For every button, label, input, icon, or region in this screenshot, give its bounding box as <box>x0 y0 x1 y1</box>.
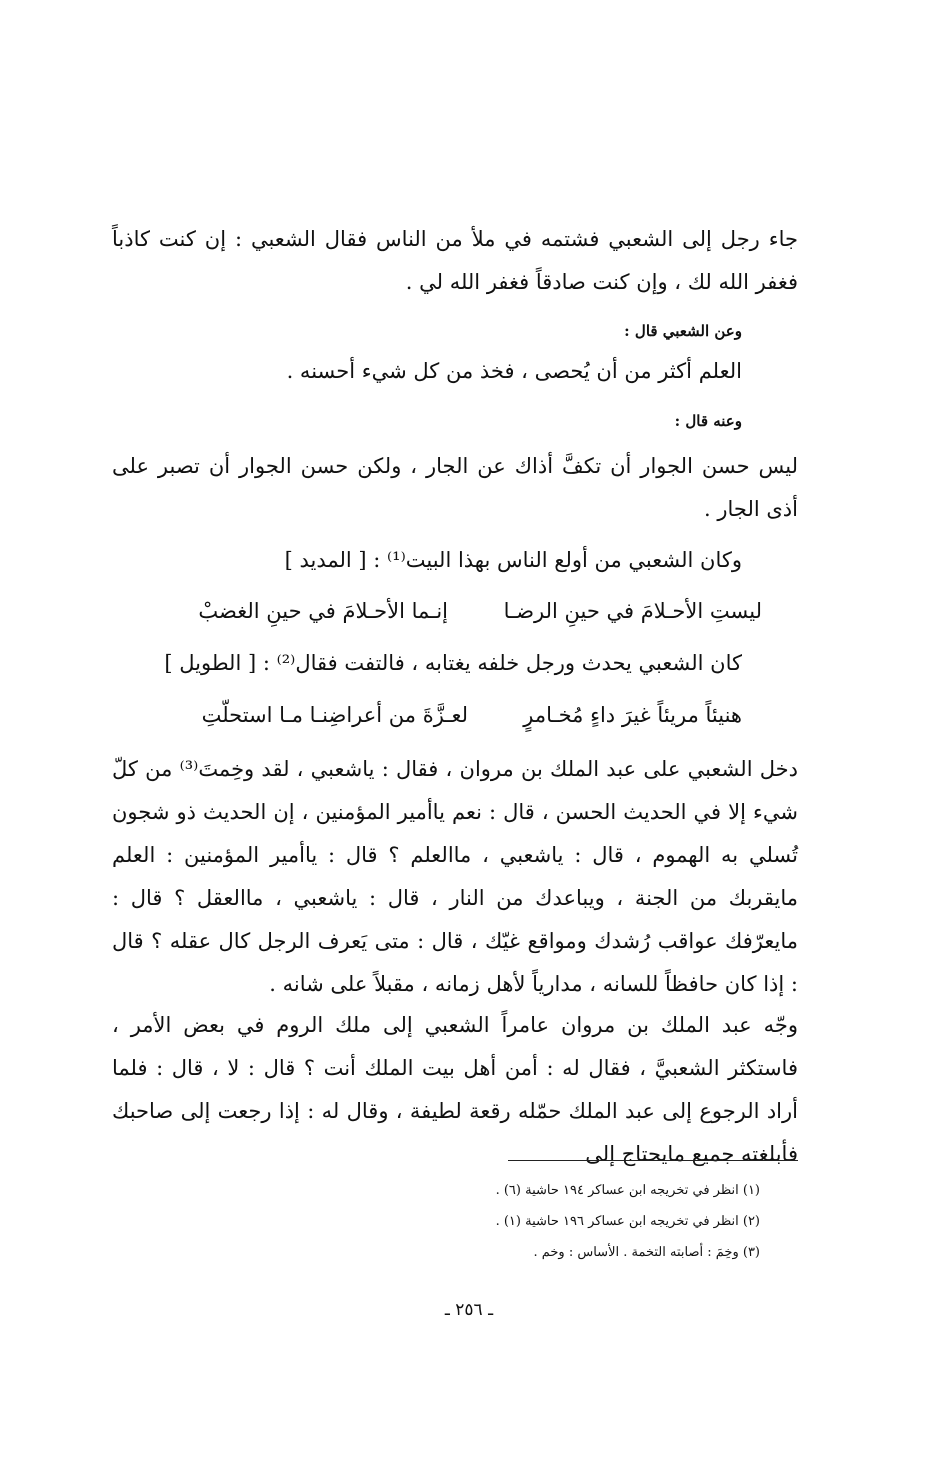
verse-1-first-hemistich: ليستِ الأحـلامَ في حينِ الرضـا <box>503 599 762 623</box>
verse-1-second-hemistich: إنـما الأحـلامَ في حينِ الغضبْ <box>198 599 448 623</box>
paragraph-3: ليس حسن الجوار أن تكفَّ أذاك عن الجار ، ولكن حسن الجوار أن تصبر على أذى الجار . <box>112 454 798 521</box>
paragraph-5: كان الشعبي يحدث ورجل خلفه يغتابه ، فالتفت فقال⁽²⁾ : [ الطويل ] <box>164 651 742 675</box>
footnote-1: (١) انظر في تخريجه ابن عساكر ١٩٤ حاشية (٦) . <box>495 1183 760 1198</box>
footnote-3: (٣) وخِمَ : أصابته التخمة . الأساس : وخم . <box>533 1245 760 1260</box>
verse-2-first-hemistich: هنيئاً مريئاً غيرَ داءٍ مُخـامرٍ <box>523 703 742 727</box>
paragraph-6: دخل الشعبي على عبد الملك بن مروان ، فقال : ياشعبي ، لقد وخِمتَ⁽³⁾ من كلّ شيء إلا في الحديث الحسن ، قال : نعم ياأمير المؤمنين ، إن الحديث ذو شجون تُسلي به الهموم ، قال : ياشعبي ، ماالعلم ؟ قال : ياأمير المؤمنين : العلم مايقربك من الجنة ، ويباعدك من النار ، قال : ياشعبي ، ماالعقل ؟ قال : مايعرّفك عواقب رُشدك ومواقع غيّك ، قال : متى يَعرف الرجل كال عقله ؟ قال : إذا كان حافظاً للسانه ، مدارياً لأهل زمانه ، مقبلاً على شانه . <box>112 757 798 996</box>
paragraph-1: جاء رجل إلى الشعبي فشتمه في ملأ من الناس فقال الشعبي : إن كنت كاذباً فغفر الله لك ، وإن كنت صادقاً فغفر الله لي . <box>112 227 798 294</box>
paragraph-7: وجّه عبد الملك بن مروان عامراً الشعبي إلى ملك الروم في بعض الأمر ، فاستكثر الشعبيَّ ، فقال له : أمن أهل بيت الملك أنت ؟ قال : لا ، قال : فلما أراد الرجوع إلى عبد الملك حمّله رقعة لطيفة ، وقال له : إذا رجعت إلى صاحبك فأبلغته جميع مايحتاج إلى <box>112 1013 798 1166</box>
paragraph-4: وكان الشعبي من أولع الناس بهذا البيت⁽¹⁾ : [ المديد ] <box>284 548 742 572</box>
heading-shaabi-said: وعن الشعبي قال : <box>624 322 742 340</box>
paragraph-2: العلم أكثر من أن يُحصى ، فخذ من كل شيء أحسنه . <box>286 359 742 383</box>
heading-he-said: وعنه قال : <box>674 412 742 430</box>
verse-2-second-hemistich: لعـزَّةَ من أعراضِنـا مـا استحلّتِ <box>201 703 468 727</box>
footnote-2: (٢) انظر في تخريجه ابن عساكر ١٩٦ حاشية (١) . <box>495 1214 760 1229</box>
footnote-separator <box>508 1160 798 1161</box>
page-number: ـ ٢٥٦ ـ <box>444 1300 494 1320</box>
